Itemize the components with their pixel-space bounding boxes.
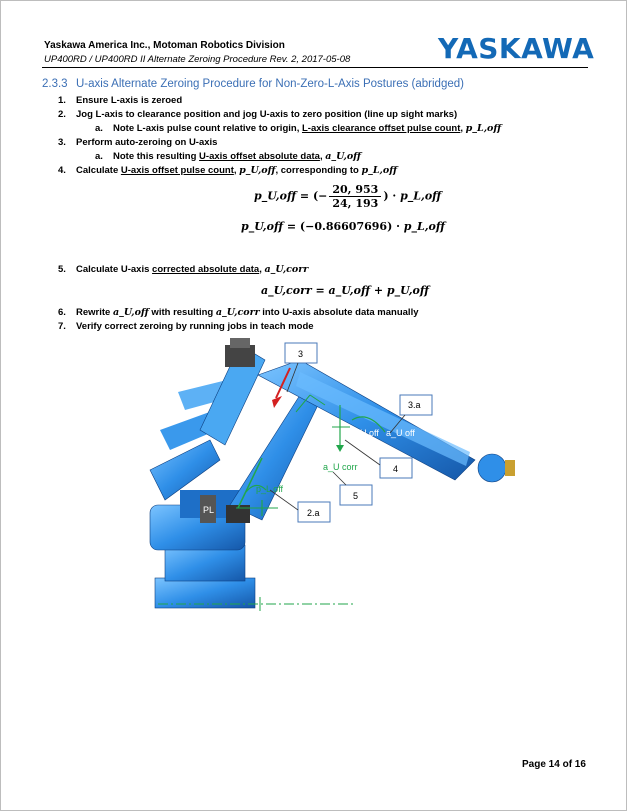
header-company: Yaskawa America Inc., Motoman Robotics Division: [44, 40, 285, 51]
section-number: 2.3.3: [42, 78, 68, 90]
section-title: U-axis Alternate Zeroing Procedure for Non-Zero-L-Axis Postures (abridged): [76, 78, 464, 90]
equation-3: a_U,corr = a_U,off + p_U,off: [261, 284, 429, 297]
svg-text:3.a: 3.a: [408, 400, 421, 410]
yaskawa-logo: YASKAWA: [438, 32, 595, 65]
step-2a: a. Note L-axis pulse count relative to origin, L-axis clearance offset pulse count, p_L,off: [95, 123, 502, 134]
page-number: Page 14 of 16: [522, 759, 586, 770]
step-1: 1. Ensure L-axis is zeroed: [58, 95, 183, 106]
callout-2a: [270, 490, 330, 522]
svg-text:4: 4: [393, 464, 399, 474]
pl-box-label: PL: [203, 505, 215, 515]
a-u-off-label: a_U off: [386, 428, 415, 438]
equation-2: p_U,off = (−0.86607696) · p_L,off: [241, 220, 445, 233]
step-2: 2. Jog L-axis to clearance position and jog U-axis to zero position (line up sight marks): [58, 109, 458, 120]
step-5: 5. Calculate U-axis corrected absolute data, a_U,corr: [58, 264, 309, 275]
callout-5: [333, 472, 372, 505]
step-3: 3. Perform auto-zeroing on U-axis: [58, 137, 218, 148]
header-document-title: UP400RD / UP400RD II Alternate Zeroing Procedure Rev. 2, 2017-05-08: [44, 54, 351, 65]
step-7: 7. Verify correct zeroing by running jobs in teach mode: [58, 321, 314, 332]
svg-text:5: 5: [353, 491, 359, 501]
p-l-off-label: p_L off: [256, 484, 284, 494]
p-u-off-label: p_U off: [350, 428, 379, 438]
step-6: 6. Rewrite a_U,off with resulting a_U,corr into U-axis absolute data manually: [58, 307, 419, 318]
a-u-corr-label: a_U corr: [323, 462, 358, 472]
svg-text:2.a: 2.a: [307, 508, 320, 518]
step-3a: a. Note this resulting U-axis offset absolute data, a_U,off: [95, 151, 362, 162]
equation-1: p_U,off = (− $\frac{20, 953}{24, 193}$ ) · p_L,off: [254, 183, 442, 210]
step-4: 4. Calculate U-axis offset pulse count, p_U,off, corresponding to p_L,off: [58, 165, 398, 176]
svg-text:3: 3: [298, 349, 304, 359]
